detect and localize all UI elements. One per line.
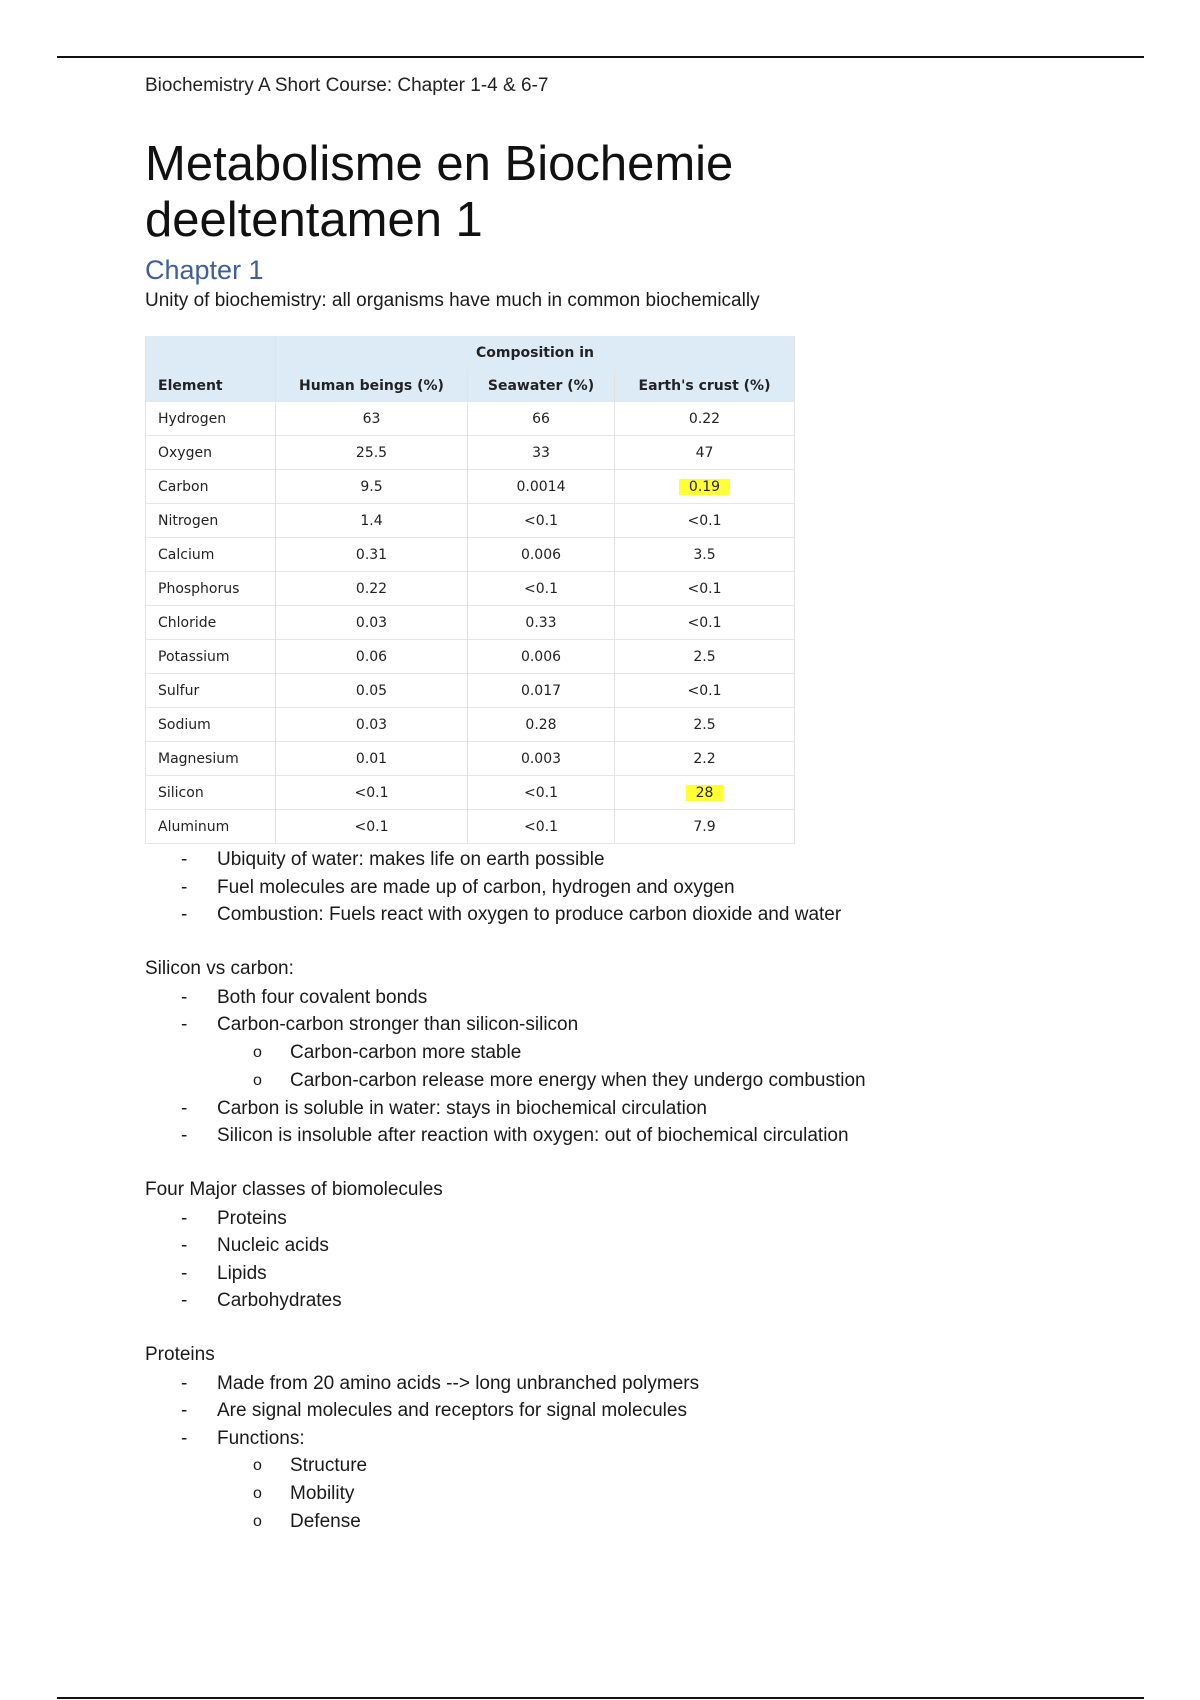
cell-human: 0.06 bbox=[276, 640, 468, 674]
dash-bullet: - bbox=[181, 849, 188, 870]
cell-seawater: 0.33 bbox=[468, 606, 615, 640]
document-page bbox=[145, 72, 1105, 1536]
cell-crust: 7.9 bbox=[615, 810, 795, 844]
list-item-text: Lipids bbox=[217, 1262, 267, 1284]
circle-bullet: o bbox=[253, 1485, 262, 1502]
biomolecules-heading: Four Major classes of biomolecules bbox=[145, 1178, 443, 1200]
cell-element: Phosphorus bbox=[146, 572, 276, 606]
title-line-1: Metabolisme en Biochemie bbox=[145, 137, 734, 191]
cell-crust bbox=[615, 470, 795, 504]
sublist-item-text: Defense bbox=[290, 1511, 361, 1532]
cell-crust: 3.5 bbox=[615, 538, 795, 572]
list-item-text: Carbon is soluble in water: stays in biochemical circulation bbox=[217, 1097, 708, 1119]
running-header: Biochemistry A Short Course: Chapter 1-4 & 6-7 bbox=[145, 75, 549, 96]
sublist-item bbox=[145, 1067, 1105, 1095]
functions-sublist bbox=[217, 1452, 1105, 1536]
table-header-corner bbox=[146, 336, 276, 369]
list-item bbox=[145, 1232, 1105, 1260]
title-line-2: deeltentamen 1 bbox=[145, 193, 483, 247]
dash-bullet: - bbox=[181, 1372, 188, 1394]
document-title bbox=[145, 136, 1105, 248]
column-header-seawater: Seawater (%) bbox=[468, 369, 615, 402]
table-group-header: Composition in bbox=[276, 336, 795, 369]
list-item-text: Both four covalent bonds bbox=[217, 986, 428, 1008]
list-item bbox=[145, 1260, 1105, 1288]
table-row bbox=[146, 538, 795, 572]
dash-bullet: - bbox=[181, 986, 188, 1008]
cell-seawater: 0.28 bbox=[468, 708, 615, 742]
list-item bbox=[145, 1287, 1105, 1315]
list-item bbox=[145, 846, 1105, 874]
column-header-human: Human beings (%) bbox=[276, 369, 468, 402]
list-item bbox=[145, 1370, 1105, 1398]
table-row bbox=[146, 470, 795, 504]
sublist-item bbox=[145, 1480, 1105, 1508]
cell-element: Magnesium bbox=[146, 742, 276, 776]
cell-element: Hydrogen bbox=[146, 402, 276, 436]
table-row bbox=[146, 436, 795, 470]
list-item-text: Are signal molecules and receptors for signal molecules bbox=[217, 1400, 687, 1421]
cell-crust bbox=[615, 776, 795, 810]
table-row bbox=[146, 402, 795, 436]
table-row bbox=[146, 640, 795, 674]
cell-crust: <0.1 bbox=[615, 504, 795, 538]
cell-seawater: 0.003 bbox=[468, 742, 615, 776]
sublist-item bbox=[145, 1452, 1105, 1480]
list-item-text: Fuel molecules are made up of carbon, hydrogen and oxygen bbox=[217, 876, 735, 898]
table-group-header-row bbox=[146, 336, 795, 369]
table-row bbox=[146, 606, 795, 640]
column-header-element: Element bbox=[146, 369, 276, 402]
chapter-heading: Chapter 1 bbox=[145, 255, 264, 285]
cell-seawater: <0.1 bbox=[468, 810, 615, 844]
list-item-text: Silicon is insoluble after reaction with oxygen: out of biochemical circulation bbox=[217, 1125, 849, 1146]
cell-human: <0.1 bbox=[276, 776, 468, 810]
sublist-item-text: Mobility bbox=[290, 1483, 355, 1504]
list-item-text: Ubiquity of water: makes life on earth possible bbox=[217, 849, 605, 870]
circle-bullet: o bbox=[253, 1457, 262, 1474]
cell-seawater: 66 bbox=[468, 402, 615, 436]
composition-table-body bbox=[146, 402, 795, 844]
dash-bullet: - bbox=[181, 904, 188, 925]
proteins-heading: Proteins bbox=[145, 1343, 215, 1365]
proteins-list bbox=[145, 1370, 1105, 1537]
cell-human: 0.31 bbox=[276, 538, 468, 572]
dash-bullet: - bbox=[181, 1235, 188, 1256]
cell-human: 63 bbox=[276, 402, 468, 436]
list-item bbox=[145, 1425, 1105, 1537]
dash-bullet: - bbox=[181, 1014, 188, 1035]
cell-element: Calcium bbox=[146, 538, 276, 572]
sublist-item-text: Carbon-carbon more stable bbox=[290, 1041, 522, 1063]
cell-seawater: <0.1 bbox=[468, 572, 615, 606]
cell-crust: <0.1 bbox=[615, 606, 795, 640]
dash-bullet: - bbox=[181, 1125, 188, 1146]
cell-crust: 2.5 bbox=[615, 708, 795, 742]
cell-seawater: 33 bbox=[468, 436, 615, 470]
dash-bullet: - bbox=[181, 1097, 188, 1119]
cell-human: 9.5 bbox=[276, 470, 468, 504]
cell-seawater: <0.1 bbox=[468, 776, 615, 810]
cell-seawater: 0.0014 bbox=[468, 470, 615, 504]
table-row bbox=[146, 810, 795, 844]
sublist-item-text: Carbon-carbon release more energy when they undergo combustion bbox=[290, 1069, 866, 1091]
sublist-item-text: Structure bbox=[290, 1455, 368, 1476]
list-item bbox=[145, 1205, 1105, 1233]
biomolecules-list bbox=[145, 1205, 1105, 1315]
table-row bbox=[146, 742, 795, 776]
circle-bullet: o bbox=[253, 1071, 262, 1089]
footer-rule bbox=[57, 1697, 1144, 1699]
silicon-list bbox=[145, 984, 1105, 1150]
cell-element: Sodium bbox=[146, 708, 276, 742]
dash-bullet: - bbox=[181, 876, 188, 898]
table-row bbox=[146, 776, 795, 810]
cell-element: Nitrogen bbox=[146, 504, 276, 538]
cell-crust: <0.1 bbox=[615, 572, 795, 606]
cell-crust: 0.22 bbox=[615, 402, 795, 436]
list-item-text: Nucleic acids bbox=[217, 1235, 329, 1256]
list-item-text: Proteins bbox=[217, 1207, 287, 1229]
cell-element: Carbon bbox=[146, 470, 276, 504]
cell-seawater: <0.1 bbox=[468, 504, 615, 538]
intro-text: Unity of biochemistry: all organisms have much in common biochemically bbox=[145, 290, 760, 311]
circle-bullet: o bbox=[253, 1043, 262, 1061]
cell-crust: <0.1 bbox=[615, 674, 795, 708]
highlighted-value: 0.19 bbox=[679, 479, 730, 495]
cell-human: 0.03 bbox=[276, 708, 468, 742]
cell-crust: 2.5 bbox=[615, 640, 795, 674]
table-notes-list bbox=[145, 846, 1105, 929]
cell-human: 25.5 bbox=[276, 436, 468, 470]
column-header-crust: Earth's crust (%) bbox=[615, 369, 795, 402]
list-item-text: Carbohydrates bbox=[217, 1290, 342, 1311]
list-item bbox=[145, 1095, 1105, 1123]
table-row bbox=[146, 572, 795, 606]
cell-element: Silicon bbox=[146, 776, 276, 810]
cell-element: Chloride bbox=[146, 606, 276, 640]
composition-table bbox=[145, 336, 795, 844]
dash-bullet: - bbox=[181, 1290, 188, 1311]
cell-human: 0.22 bbox=[276, 572, 468, 606]
dash-bullet: - bbox=[181, 1262, 188, 1284]
list-item-text: Made from 20 amino acids --> long unbranched polymers bbox=[217, 1372, 700, 1394]
cell-element: Potassium bbox=[146, 640, 276, 674]
cell-human: 0.03 bbox=[276, 606, 468, 640]
sublist-item bbox=[145, 1508, 1105, 1536]
cell-human: 0.01 bbox=[276, 742, 468, 776]
list-item-text: Functions: bbox=[217, 1427, 305, 1449]
header-rule bbox=[57, 56, 1144, 58]
list-item bbox=[145, 1011, 1105, 1095]
list-item bbox=[145, 1397, 1105, 1425]
cell-human: 0.05 bbox=[276, 674, 468, 708]
table-row bbox=[146, 504, 795, 538]
list-item-text: Combustion: Fuels react with oxygen to produce carbon dioxide and water bbox=[217, 904, 842, 925]
cell-element: Aluminum bbox=[146, 810, 276, 844]
dash-bullet: - bbox=[181, 1400, 188, 1421]
silicon-sublist bbox=[217, 1039, 1105, 1095]
cell-crust: 2.2 bbox=[615, 742, 795, 776]
cell-human: 1.4 bbox=[276, 504, 468, 538]
table-column-header-row bbox=[146, 369, 795, 402]
list-item bbox=[145, 984, 1105, 1012]
table-row bbox=[146, 708, 795, 742]
cell-seawater: 0.006 bbox=[468, 538, 615, 572]
cell-element: Oxygen bbox=[146, 436, 276, 470]
silicon-heading: Silicon vs carbon: bbox=[145, 957, 294, 979]
list-item bbox=[145, 874, 1105, 902]
sublist-item bbox=[145, 1039, 1105, 1067]
list-item bbox=[145, 901, 1105, 929]
list-item bbox=[145, 1122, 1105, 1150]
cell-seawater: 0.006 bbox=[468, 640, 615, 674]
dash-bullet: - bbox=[181, 1207, 188, 1229]
cell-crust: 47 bbox=[615, 436, 795, 470]
cell-human: <0.1 bbox=[276, 810, 468, 844]
table-row bbox=[146, 674, 795, 708]
cell-seawater: 0.017 bbox=[468, 674, 615, 708]
circle-bullet: o bbox=[253, 1513, 262, 1530]
highlighted-value: 28 bbox=[686, 785, 724, 801]
dash-bullet: - bbox=[181, 1427, 188, 1449]
list-item-text: Carbon-carbon stronger than silicon-silicon bbox=[217, 1014, 579, 1035]
cell-element: Sulfur bbox=[146, 674, 276, 708]
